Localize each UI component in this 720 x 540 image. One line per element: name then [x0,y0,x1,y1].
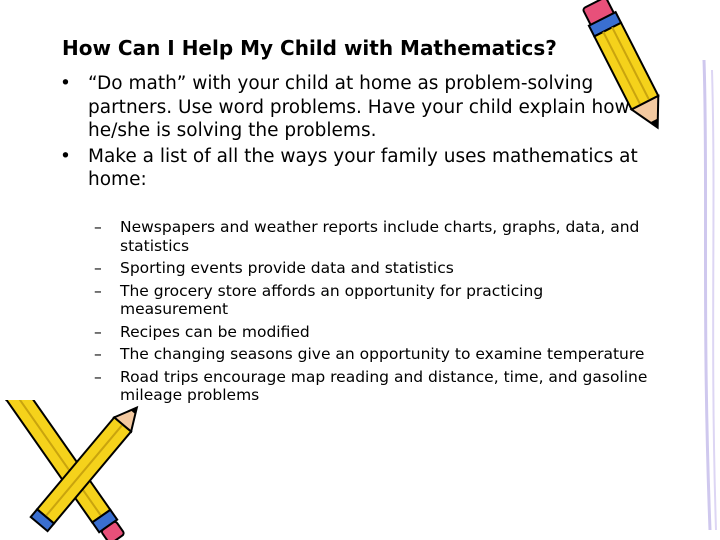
sub-bullet-marker: – [94,218,102,236]
bullet-marker: • [60,73,71,94]
sub-bullet-marker: – [94,367,102,386]
sub-bullet-marker: – [94,322,102,341]
sub-bullet-marker: – [94,281,102,300]
sub-bullet-text: Sporting events provide data and statistics [120,259,454,277]
sub-bullet-text: Road trips encourage map reading and distance, time, and gasoline mileage problems [120,367,648,404]
sub-bullet-marker: – [94,259,102,277]
bullet-text: “Do math” with your child at home as problem-solving partners. Use word problems. Have your child explain how he/she is solving the problems. [88,73,630,141]
bullet-list [58,72,648,192]
sub-bullet-item [94,218,654,255]
bullet-marker: • [60,145,71,167]
sub-bullet-item [94,282,654,319]
sub-bullet-list [94,218,654,409]
sub-bullet-item [94,323,654,342]
bullet-item [58,72,648,143]
sub-bullet-item [94,368,654,405]
bullet-text: Make a list of all the ways your family uses mathematics at home: [88,145,638,190]
sub-bullet-text: Newspapers and weather reports include charts, graphs, data, and statistics [120,218,640,255]
sub-bullet-item [94,345,654,364]
bullet-item [58,145,648,192]
crossed-pencils-icon [0,400,160,540]
sub-bullet-marker: – [94,345,102,363]
sub-bullet-text: The changing seasons give an opportunity to examine temperature [120,345,645,363]
sub-bullet-text: Recipes can be modified [120,322,310,341]
slide-title: How Can I Help My Child with Mathematics? [62,36,557,60]
sub-bullet-item [94,259,654,278]
sub-bullet-text: The grocery store affords an opportunity for practicing measurement [120,281,544,318]
